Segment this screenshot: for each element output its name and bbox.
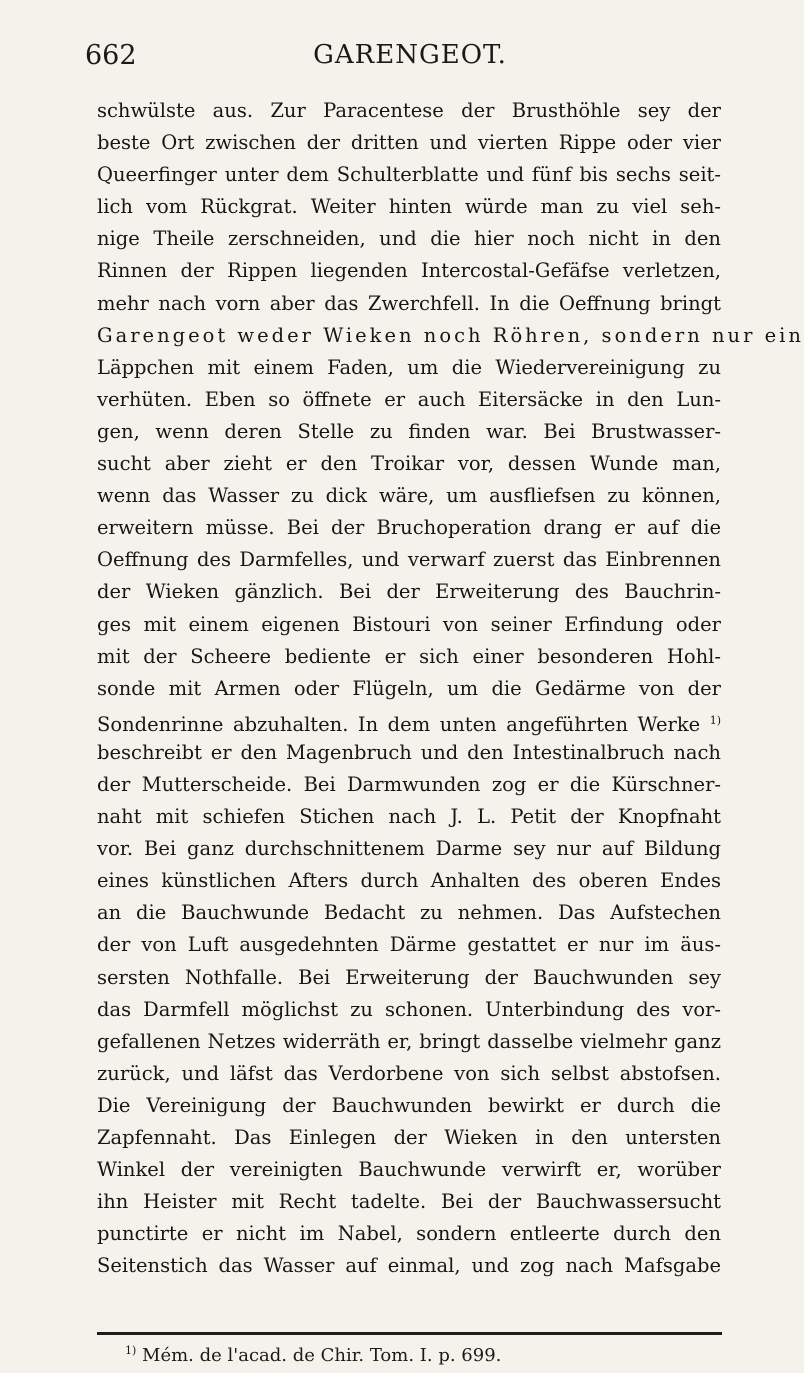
text-line: der Mutterscheide. Bei Darmwunden zog er die Kürschner- — [97, 772, 721, 796]
text-line: nige Theile zerschneiden, und die hier noch nicht in den — [97, 227, 721, 251]
text-line: naht mit schiefen Stichen nach J. L. Petit der Knopfnaht — [97, 805, 721, 829]
text-line: Sondenrinne abzuhalten. In dem unten angeführten Werke — [97, 712, 701, 736]
footnote — [125, 1338, 645, 1369]
footnote-divider — [97, 1332, 722, 1335]
text-line: der Wieken gänzlich. Bei der Erweiterung des Bauchrin- — [97, 580, 721, 604]
body-text — [97, 95, 804, 1282]
text-line: punctirte er nicht im Nabel, sondern entleerte durch den — [97, 1222, 721, 1246]
text-line: wenn das Wasser zu dick wäre, um ausfliefsen zu können, — [97, 484, 721, 508]
text-line: zurück, und läfst das Verdorbene von sich selbst abstofsen. — [97, 1061, 721, 1085]
text-line: gen, wenn deren Stelle zu finden war. Bei Brustwasser- — [97, 419, 721, 443]
text-line: beschreibt er den Magenbruch und den Intestinalbruch nach — [97, 740, 721, 764]
text-line: verhüten. Eben so öffnete er auch Eitersäcke in den Lun- — [97, 387, 721, 411]
text-line: schwülste aus. Zur Paracentese der Brusthöhle sey der — [97, 99, 721, 122]
text-line: beste Ort zwischen der dritten und vierten Rippe oder vier — [97, 131, 721, 155]
text-line: eines künstlichen Afters durch Anhalten des oberen Endes — [97, 869, 721, 893]
page-number: 662 — [85, 40, 137, 71]
text-line: Seitenstich das Wasser auf einmal, und zog nach Mafsgabe — [97, 1254, 721, 1278]
text-line: erweitern müsse. Bei der Bruchoperation drang er auf die — [97, 516, 721, 540]
text-line: der von Luft ausgedehnten Därme gestattet er nur im äus- — [97, 933, 721, 957]
text-line: mit der Scheere bediente er sich einer besonderen Hohl- — [97, 644, 721, 668]
text-line: Garengeot weder Wieken noch Röhren, sondern nur ein — [97, 323, 804, 347]
text-line: ges mit einem eigenen Bistouri von seiner Erfindung oder — [97, 612, 721, 636]
text-line: mehr nach vorn aber das Zwerchfell. In die Oeffnung bringt — [97, 291, 721, 315]
page-header — [85, 40, 735, 90]
footnote-marker: 1) — [125, 1344, 137, 1357]
text-line: ihn Heister mit Recht tadelte. Bei der Bauchwassersucht — [97, 1190, 721, 1214]
text-line: lich vom Rückgrat. Weiter hinten würde man zu viel seh- — [97, 195, 721, 219]
running-head: GARENGEOT. — [313, 40, 507, 70]
footnote-text: Mém. de l'acad. de Chir. Tom. I. p. 699. — [142, 1345, 502, 1366]
text-line: sonde mit Armen oder Flügeln, um die Gedärme von der — [97, 676, 721, 700]
text-line: vor. Bei ganz durchschnittenem Darme sey nur auf Bildung — [97, 837, 721, 861]
text-line: Winkel der vereinigten Bauchwunde verwirft er, worüber — [97, 1158, 721, 1182]
text-line: Zapfennaht. Das Einlegen der Wieken in den untersten — [97, 1126, 721, 1149]
text-line: Oeffnung des Darmfelles, und verwarf zuerst das Einbrennen — [97, 548, 721, 572]
text-line: das Darmfell möglichst zu schonen. Unterbindung des vor- — [97, 997, 721, 1021]
footnote-reference: 1) — [709, 713, 721, 727]
text-line: Die Vereinigung der Bauchwunden bewirkt er durch die — [97, 1093, 721, 1117]
text-line: sucht aber zieht er den Troikar vor, dessen Wunde man, — [97, 452, 721, 476]
text-line: sersten Nothfalle. Bei Erweiterung der Bauchwunden sey — [97, 965, 721, 989]
text-line: an die Bauchwunde Bedacht zu nehmen. Das Aufstechen — [97, 901, 721, 925]
text-line: Rinnen der Rippen liegenden Intercostal-Gefäfse verletzen, — [97, 259, 721, 283]
text-line: Queerfinger unter dem Schulterblatte und fünf bis sechs seit- — [97, 163, 721, 187]
text-line: gefallenen Netzes widerräth er, bringt dasselbe vielmehr ganz — [97, 1029, 721, 1053]
text-line-with-footnote-ref — [97, 705, 721, 737]
text-line: Läppchen mit einem Faden, um die Wiedervereinigung zu — [97, 355, 721, 379]
